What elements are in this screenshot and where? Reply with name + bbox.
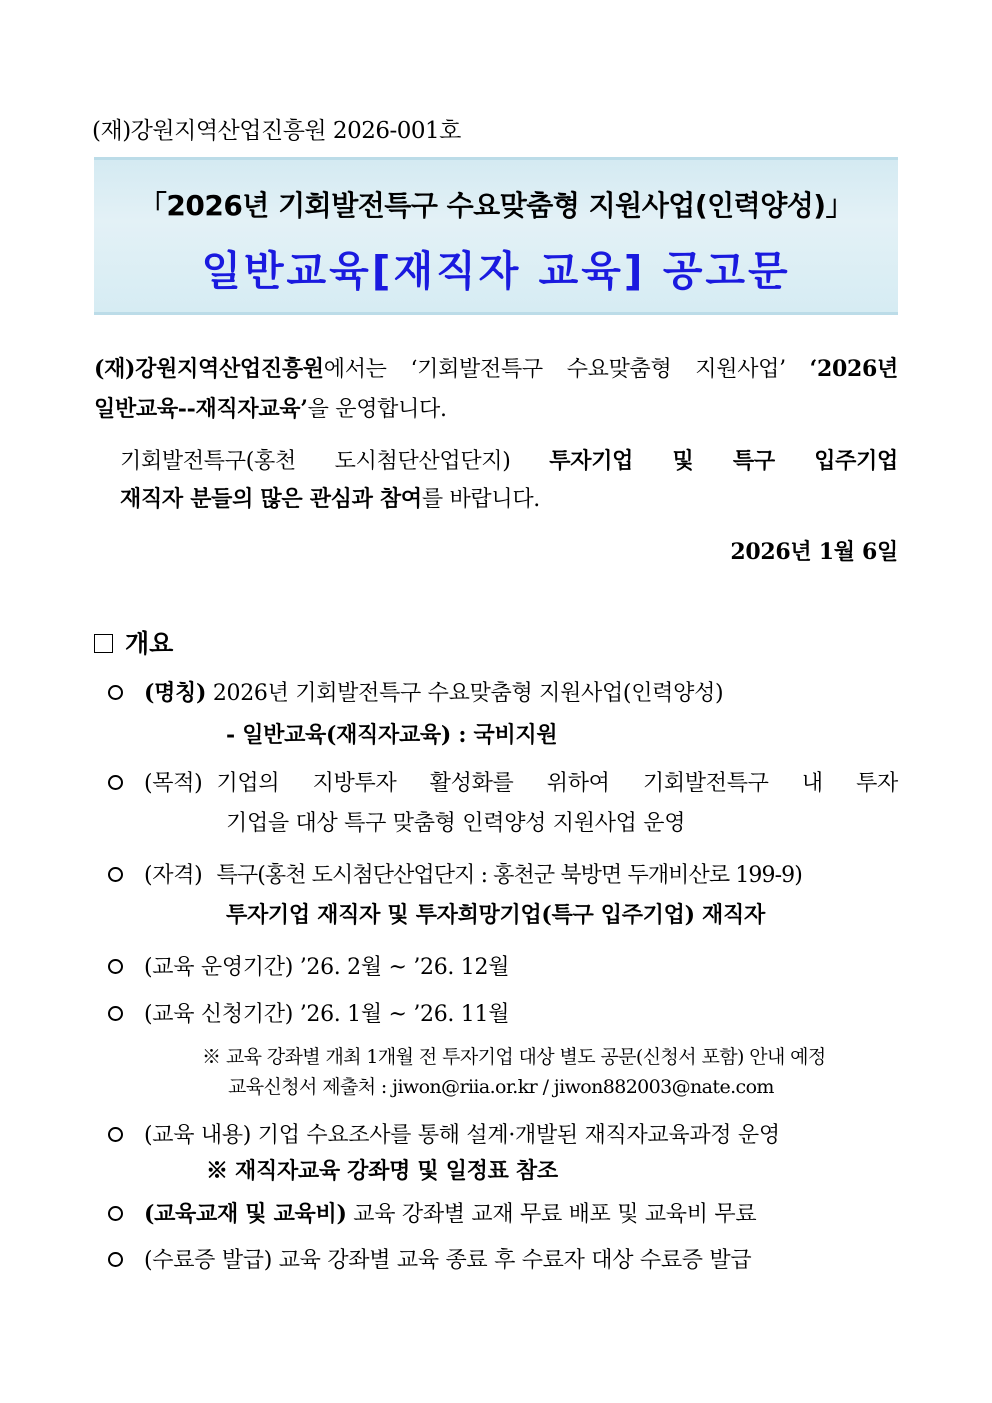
item-materials (144, 1197, 756, 1228)
intro-p1-line2-bold: 일반교육--재직자교육’ (94, 396, 308, 422)
intro-p1-line2-rest: 을 운영합니다. (307, 397, 447, 422)
item-materials-label: (교육교재 및 교육비) (144, 1201, 347, 1227)
intro-p1-bold-end: ‘2026년 (809, 356, 898, 382)
item-period-label: (교육 운영기간) (144, 955, 293, 980)
item-qualification (144, 858, 892, 889)
circle-bullet-icon (108, 775, 123, 790)
intro-paragraph2-line1 (120, 444, 898, 475)
intro-paragraph-line2 (94, 392, 447, 423)
title-program: 「2026년 기회발전특구 수요맞춤형 지원사업(인력양성)」 (138, 189, 854, 222)
item-content-text: 기업 수요조사를 통해 설계·개발된 재직자교육과정 운영 (257, 1123, 780, 1148)
item-qual-label: (자격) (144, 863, 203, 888)
intro-p2-plain: 기회발전특구(홍천 도시첨단산업단지) (120, 449, 550, 474)
item-purpose (144, 766, 898, 797)
item-materials-text: 교육 강좌별 교재 무료 배포 및 교육비 무료 (353, 1202, 757, 1227)
circle-bullet-icon (108, 959, 123, 974)
intro-p1-mid: 에서는 ‘기회발전특구 수요맞춤형 지원사업’ (323, 357, 810, 382)
item-certificate (144, 1243, 751, 1274)
intro-paragraph2-line2 (120, 482, 540, 513)
item-period-text: ’26. 2월 ~ ’26. 12월 (299, 955, 510, 980)
item-content-label: (교육 내용) (144, 1123, 252, 1148)
item-content-note: ※ 재직자교육 강좌명 및 일정표 참조 (206, 1158, 558, 1184)
item-cert-label: (수료증 발급) (144, 1248, 273, 1273)
item-purpose-line2: 기업을 대상 특구 맞춤형 인력양성 지원사업 운영 (226, 811, 686, 836)
circle-bullet-icon (108, 1206, 123, 1221)
circle-bullet-icon (108, 1006, 123, 1021)
section-heading-overview (94, 624, 173, 660)
item-name-text: 2026년 기회발전특구 수요맞춤형 지원사업(인력양성) (212, 681, 724, 706)
circle-bullet-icon (108, 1252, 123, 1267)
item-content (144, 1118, 780, 1149)
item-apply-label: (교육 신청기간) (144, 1002, 293, 1027)
item-purpose-label: (목적) (144, 771, 203, 796)
title-notice: 일반교육[재직자 교육] 공고문 (201, 247, 791, 295)
intro-p2-line2-rest: 를 바랍니다. (421, 487, 540, 512)
intro-p2-bold: 투자기업 및 특구 입주기업 (549, 448, 898, 474)
item-name (144, 676, 723, 707)
document-number: (재)강원지역산업진흥원 2026-001호 (92, 118, 461, 144)
title-banner (94, 157, 898, 315)
circle-bullet-icon (108, 1127, 123, 1142)
item-qual-line1: 특구(홍천 도시첨단산업단지 : 홍천군 북방면 두개비산로 199-9) (216, 863, 802, 888)
section-heading-text: 개요 (125, 629, 174, 658)
item-qual-line2: 투자기업 재직자 및 투자희망기업(특구 입주기업) 재직자 (226, 902, 765, 928)
item-apply (144, 997, 509, 1028)
item-purpose-line1: 기업의 지방투자 활성화를 위하여 기회발전특구 내 투자 (216, 771, 898, 796)
item-name-label: (명칭) (144, 680, 207, 706)
item-apply-text: ’26. 1월 ~ ’26. 11월 (299, 1002, 510, 1027)
intro-org: (재)강원지역산업진흥원 (94, 356, 324, 382)
circle-bullet-icon (108, 685, 123, 700)
intro-paragraph-line1 (94, 352, 898, 383)
item-cert-text: 교육 강좌별 교육 종료 후 수료자 대상 수료증 발급 (278, 1248, 752, 1273)
intro-p2-line2-bold: 재직자 분들의 많은 관심과 참여 (120, 486, 422, 512)
circle-bullet-icon (108, 867, 123, 882)
item-apply-note2: 교육신청서 제출처 : jiwon@riia.or.kr / jiwon882003@nate.com (228, 1076, 774, 1098)
square-bullet-icon (94, 634, 113, 653)
item-name-sub: - 일반교육(재직자교육) : 국비지원 (226, 722, 558, 748)
item-period (144, 950, 509, 981)
notice-date: 2026년 1월 6일 (730, 539, 898, 565)
item-apply-note1: ※ 교육 강좌별 개최 1개월 전 투자기업 대상 별도 공문(신청서 포함) 안내 예정 (202, 1046, 826, 1068)
